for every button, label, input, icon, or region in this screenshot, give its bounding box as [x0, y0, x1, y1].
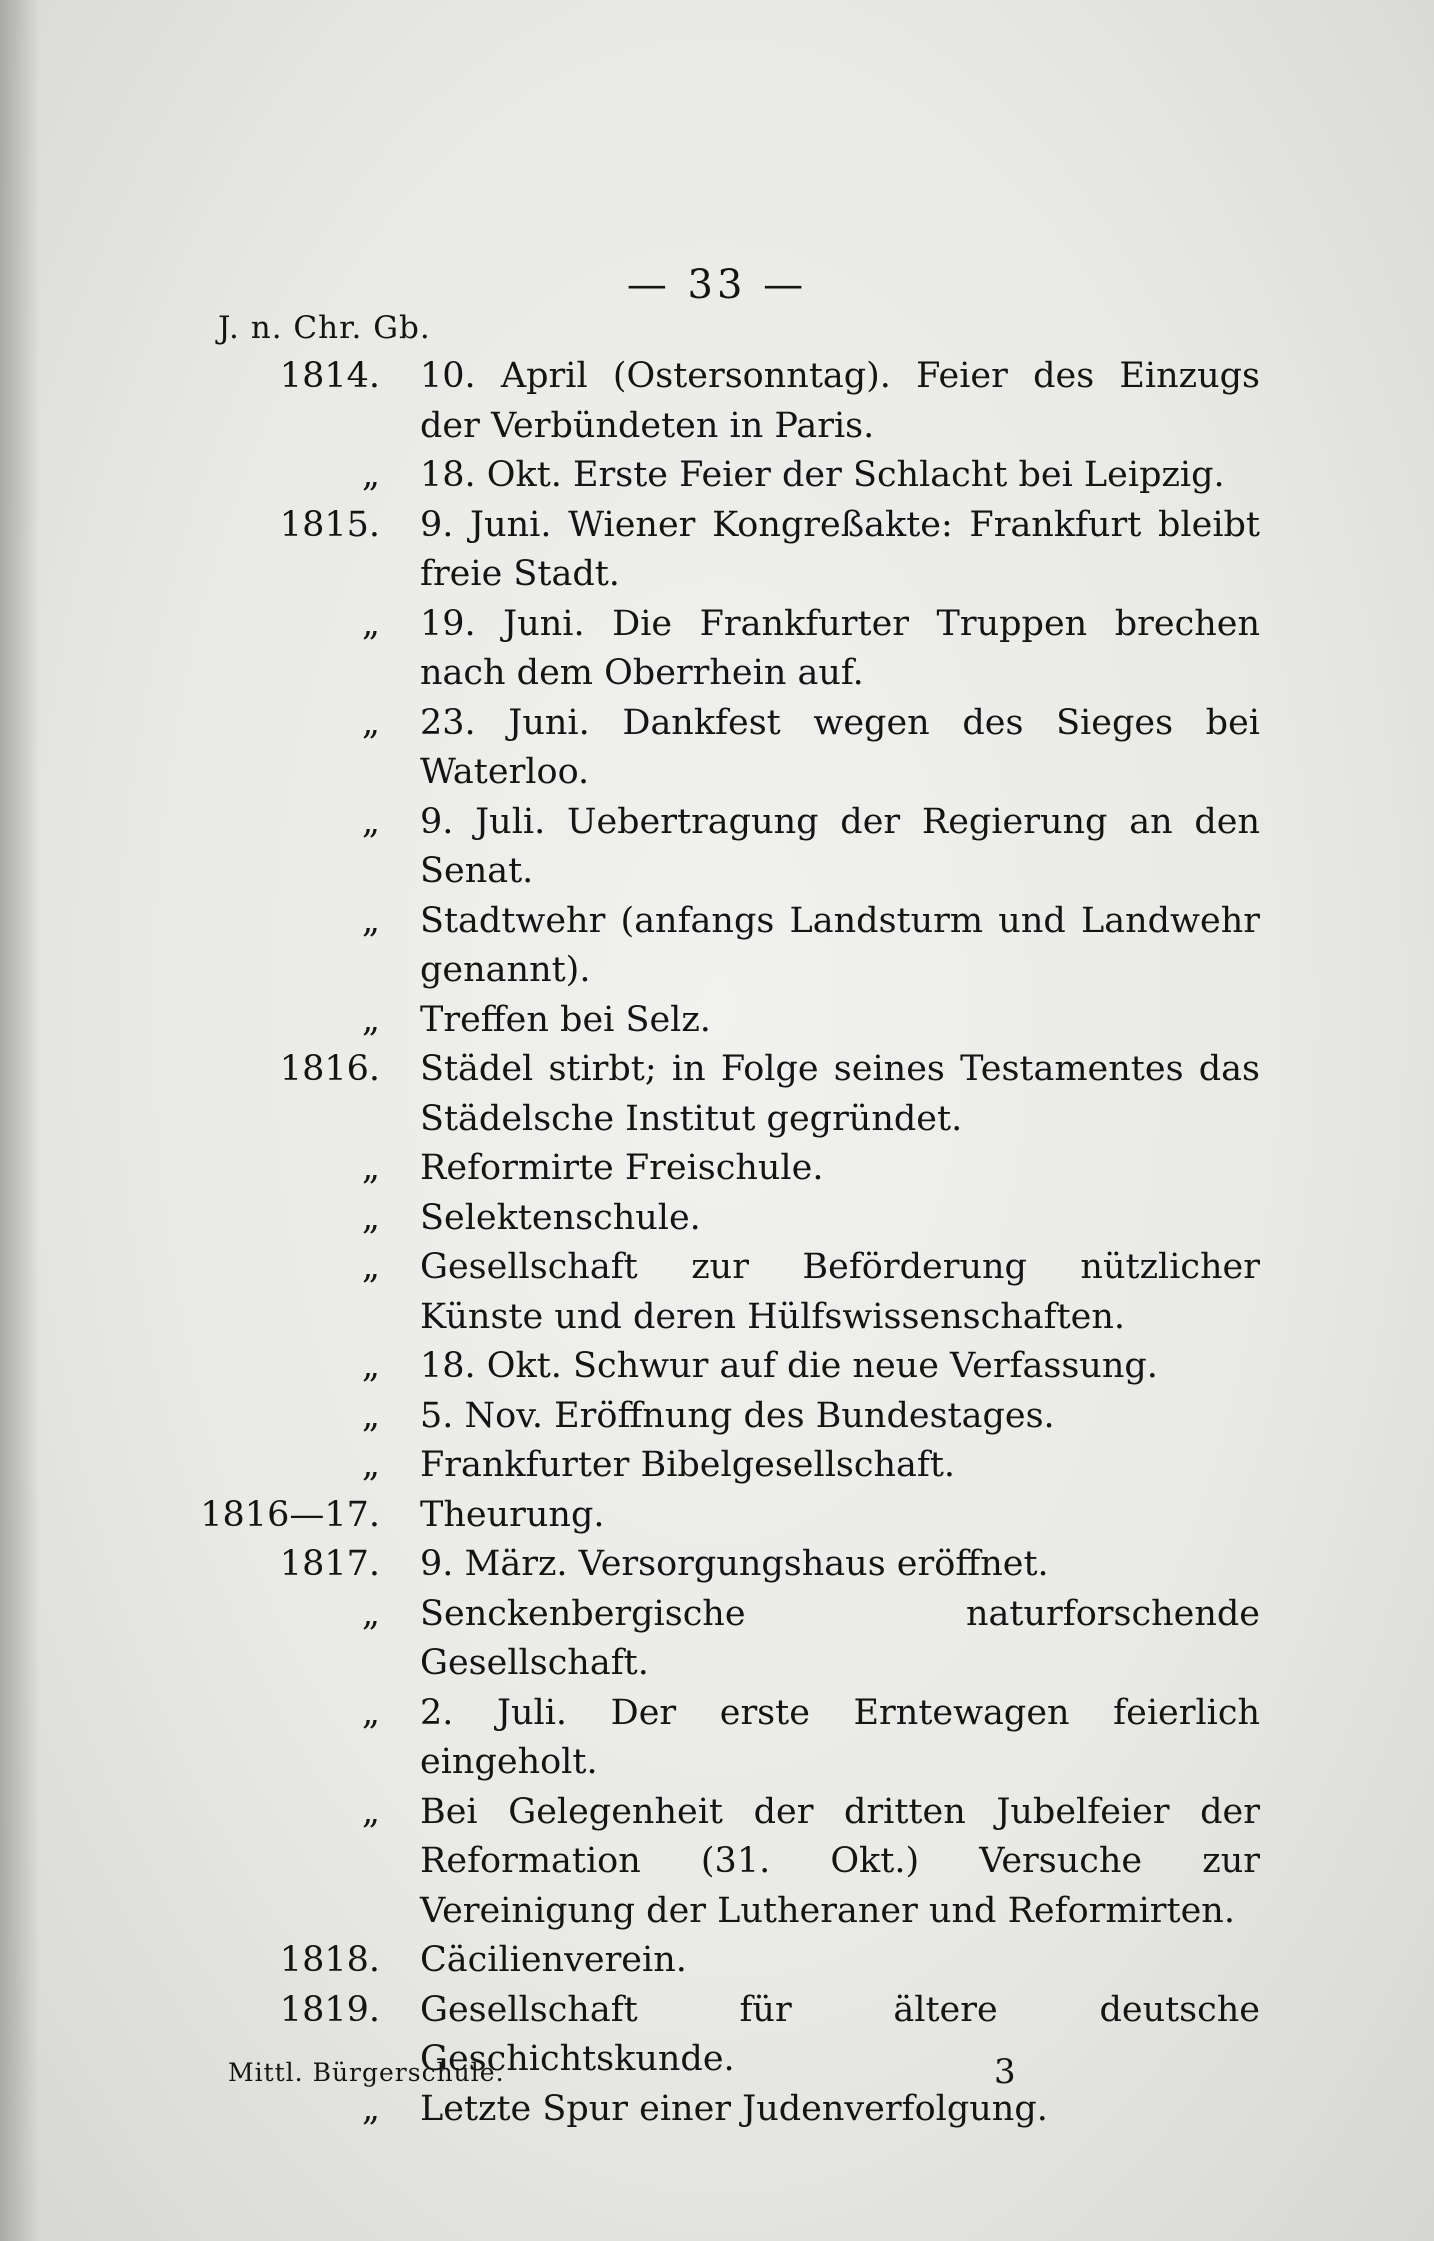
chronology-entry	[180, 1441, 1260, 1491]
entry-text: Stadtwehr (anfangs Landsturm und Landwehr genannt).	[420, 900, 1260, 990]
chronology-entry	[180, 1788, 1260, 1937]
chronology-list	[180, 352, 1260, 2134]
entry-text: Letzte Spur einer Judenverfolgung.	[420, 2088, 1048, 2129]
chronology-entry	[180, 798, 1260, 897]
chronology-entry	[180, 1590, 1260, 1689]
entry-year: 1816—17.	[200, 1494, 380, 1535]
entry-year: „	[361, 900, 380, 941]
entry-year: „	[361, 1395, 380, 1436]
entry-text: 18. Okt. Erste Feier der Schlacht bei Leipzig.	[420, 455, 1225, 495]
entry-year: 1814.	[279, 356, 380, 396]
page-number-header: — 33 —	[626, 262, 808, 308]
entry-year: „	[361, 1197, 380, 1238]
entry-text: Selektenschule.	[420, 1197, 701, 1238]
chronology-entry	[180, 699, 1260, 798]
entry-text: Gesellschaft für ältere deutsche Geschichtskunde.	[420, 1989, 1260, 2079]
entry-year: „	[361, 1791, 380, 1832]
chronology-entry	[180, 1936, 1260, 1986]
entry-text: Gesellschaft zur Beförderung nützlicher Künste und deren Hülfswissenschaften.	[420, 1247, 1260, 1337]
entry-year: „	[361, 999, 380, 1040]
entry-text: 23. Juni. Dankfest wegen des Sieges bei Waterloo.	[420, 702, 1260, 792]
chronology-entry	[180, 1540, 1260, 1590]
entry-year: „	[361, 1445, 380, 1485]
chronology-entry	[180, 501, 1260, 600]
chronology-entry	[180, 2085, 1260, 2135]
chronology-entry	[180, 1392, 1260, 1442]
chronology-entry	[180, 1194, 1260, 1244]
chronology-entry	[180, 1689, 1260, 1788]
entry-text: 10. April (Ostersonntag). Feier des Einzugs der Verbündeten in Paris.	[420, 356, 1260, 446]
chronology-entry	[180, 897, 1260, 996]
entry-text: Treffen bei Selz.	[420, 999, 711, 1040]
entry-text: Frankfurter Bibelgesellschaft.	[420, 1445, 956, 1485]
entry-year: „	[361, 603, 380, 644]
chronology-entry	[180, 1243, 1260, 1342]
entry-text: Theurung.	[420, 1494, 605, 1535]
entry-text: 5. Nov. Eröffnung des Bundestages.	[420, 1395, 1055, 1436]
chronology-entry	[180, 1144, 1260, 1194]
entry-text: 2. Juli. Der erste Erntewagen feierlich eingeholt.	[420, 1692, 1260, 1782]
entry-year: 1817.	[279, 1544, 380, 1584]
chronology-entry	[180, 1045, 1260, 1144]
entry-text: Senckenbergische naturforschende Gesellschaft.	[420, 1593, 1260, 1683]
year-column-heading: J. n. Chr. Gb.	[218, 310, 431, 346]
entry-year: 1816.	[279, 1049, 380, 1089]
chronology-entry	[180, 451, 1260, 501]
entry-text: Bei Gelegenheit der dritten Jubelfeier der Reformation (31. Okt.) Versuche zur Vereinigung der Lutheraner und Reformirten.	[420, 1791, 1260, 1931]
entry-text: 9. Juli. Uebertragung der Regierung an den Senat.	[420, 801, 1260, 891]
entry-year: „	[361, 1692, 380, 1733]
chronology-entry	[180, 996, 1260, 1046]
entry-year: „	[361, 1346, 380, 1386]
entry-year: 1818.	[279, 1940, 380, 1980]
entry-year: „	[361, 2088, 380, 2129]
entry-text: 9. Juni. Wiener Kongreßakte: Frankfurt bleibt freie Stadt.	[420, 504, 1260, 594]
entry-year: „	[361, 801, 380, 842]
entry-text: 9. März. Versorgungshaus eröffnet.	[420, 1544, 1049, 1584]
page-edge-shadow	[0, 0, 40, 2241]
printer-signature-footer: Mittl. Bürgerschule.	[228, 2058, 505, 2087]
entry-year: „	[361, 455, 380, 495]
entry-text: Cäcilienverein.	[420, 1940, 687, 1980]
entry-text: 18. Okt. Schwur auf die neue Verfassung.	[420, 1346, 1158, 1386]
entry-year: „	[361, 1593, 380, 1634]
entry-year: 1815.	[279, 504, 380, 545]
chronology-entry	[180, 600, 1260, 699]
entry-year: „	[361, 1247, 380, 1287]
entry-text: Reformirte Freischule.	[420, 1148, 824, 1188]
chronology-entry	[180, 1342, 1260, 1392]
chronology-entry	[180, 1491, 1260, 1541]
entry-year: 1819.	[279, 1989, 380, 2030]
chronology-entry	[180, 352, 1260, 451]
entry-text: Städel stirbt; in Folge seines Testamentes das Städelsche Institut gegründet.	[420, 1049, 1260, 1139]
entry-year: „	[361, 1148, 380, 1188]
entry-year: „	[361, 702, 380, 743]
sheet-signature-number: 3	[994, 2052, 1016, 2092]
entry-text: 19. Juni. Die Frankfurter Truppen brechen nach dem Oberrhein auf.	[420, 603, 1260, 693]
